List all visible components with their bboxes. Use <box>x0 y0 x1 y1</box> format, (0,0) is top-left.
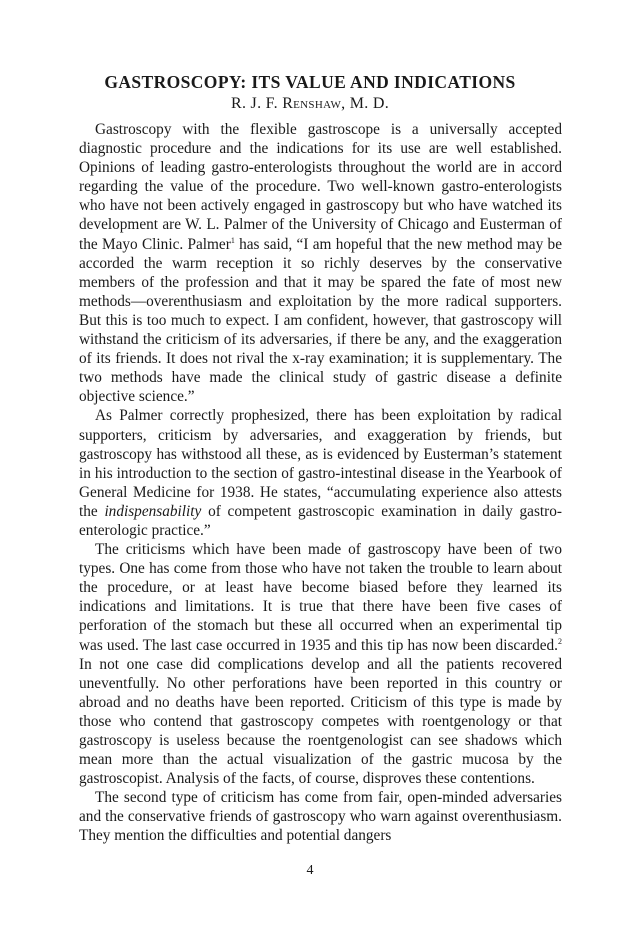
author-line <box>0 95 620 113</box>
page-number: 4 <box>306 863 314 878</box>
paragraph-text: has said, “I am hopeful that the new method may be accorded the warm reception it so richly deserves by the conservative members of the profession and that it may be spared the fate of most new methods—overenthusiasm and exploitation by the more radical supporters. But this is too much to expect. I am confident, however, that gastroscopy will withstand the criticism of its adversaries, if there be any, and the exaggeration of its friends. It does not rival the x-ray examination; it is supplementary. The two methods have made the clinical study of gastric disease a definite objective science.” <box>79 235 562 406</box>
paragraph-text: Gastroscopy with the flexible gastroscope is a universally accepted diagnostic procedure and the indications for its use are well established. Opinions of leading gastro-enterologists throughout the world are in accord regarding the value of the procedure. Two well-known gastro-enterologists who have not been actively engaged in gastroscopy but who have watched its development are W. L. Palmer of the University of Chicago and Eusterman of the Mayo Clinic. Palmer <box>79 121 562 253</box>
footnote-ref: 2 <box>558 636 562 646</box>
body-paragraph <box>79 540 562 788</box>
paragraph-text: In not one case did complications develop and all the patients recovered uneventfully. No other perforations have been reported in this country or abroad and no deaths have been reported. Criticism of this type is made by those who contend that gastroscopy competes with roentgenology or that gastroscopy is useless because the roentgenologist can see shadows which mean more than the actual visualization of the gastric mucosa by the gastroscopist. Analysis of the facts, of course, disproves these contentions. <box>79 655 562 788</box>
footnote-ref: 1 <box>230 235 235 245</box>
body-paragraph <box>79 120 562 406</box>
body-paragraph <box>79 788 562 845</box>
paragraph-text: of competent gastroscopic examination in daily gastro-enterologic practice.” <box>79 502 562 539</box>
paragraph-text: The criticisms which have been made of gastroscopy have been of two types. One has come from those who have not taken the trouble to learn about the procedure, or at least have become biased before they learned its indications and limitations. It is true that there have been five cases of perforation of the stomach but these all occurred when an experimental tip was used. The last case occurred in 1935 and this tip has now been discarded. <box>79 541 562 654</box>
paragraph-text: The second type of criticism has come from fair, open-minded adversaries and the conservative friends of gastroscopy who warn against overenthusiasm. They mention the difficulties and potential dangers <box>79 789 562 845</box>
emphasis-text: indispensability <box>104 502 202 520</box>
author-initials: R. J. F. <box>230 95 283 112</box>
author-degree: , M. D. <box>341 95 390 112</box>
author-surname: Renshaw <box>282 95 342 112</box>
article-body <box>79 120 562 846</box>
article-title: GASTROSCOPY: ITS VALUE AND INDICATIONS <box>104 72 516 92</box>
paragraph-text: As Palmer correctly prophesized, there has been exploitation by radical supporters, criticism by adversaries, and exaggeration by friends, but gastroscopy has withstood all these, as is evidenced by Eusterman’s statement in his introduction to the section of gastro-intestinal disease in the Yearbook of General Medicine for 1938. He states, “accumulating experience also attests the <box>79 407 562 520</box>
body-paragraph <box>79 406 562 540</box>
